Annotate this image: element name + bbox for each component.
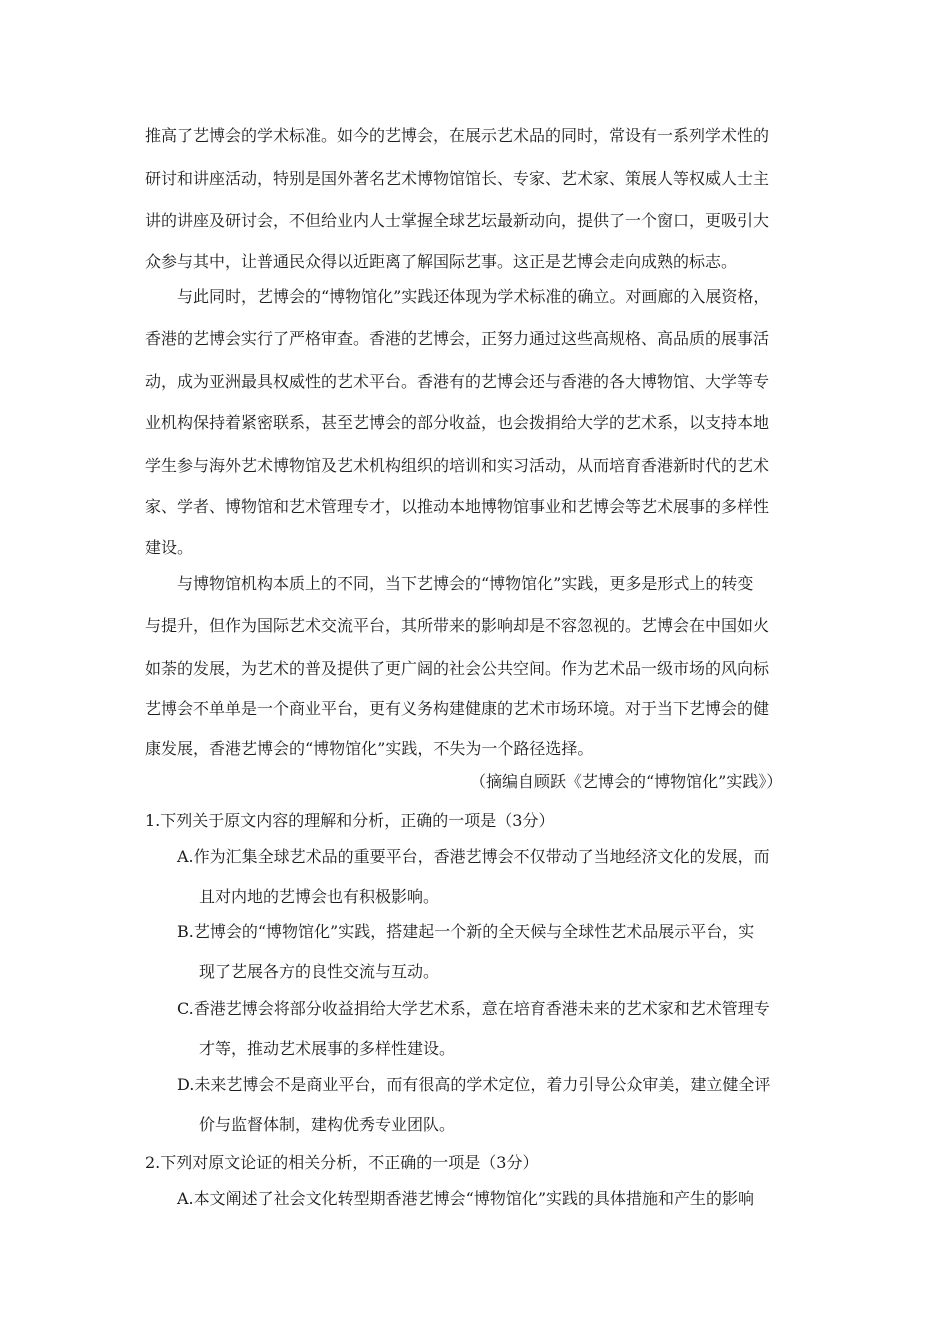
paragraph-line: 建设。 xyxy=(145,538,194,557)
paragraph-line: 与博物馆机构本质上的不同，当下艺博会的“博物馆化”实践，更多是形式上的转变 xyxy=(177,574,754,593)
paragraph-line: 众参与其中，让普通民众得以近距离了解国际艺事。这正是艺博会走向成熟的标志。 xyxy=(145,252,738,271)
paragraph-line: 家、学者、博物馆和艺术管理专才，以推动本地博物馆事业和艺博会等艺术展事的多样性 xyxy=(145,497,770,516)
paragraph-line: 业机构保持着紧密联系，甚至艺博会的部分收益，也会拨捐给大学的艺术系，以支持本地 xyxy=(145,413,770,432)
paragraph-line: 艺博会不单单是一个商业平台，更有义务构建健康的艺术市场环境。对于当下艺博会的健 xyxy=(145,699,770,718)
paragraph-line: 讲的讲座及研讨会，不但给业内人士掌握全球艺坛最新动向，提供了一个窗口，更吸引大 xyxy=(145,211,770,230)
option-a: A.作为汇集全球艺术品的重要平台，香港艺博会不仅带动了当地经济文化的发展，而 xyxy=(177,847,770,866)
option-a: A.本文阐述了社会文化转型期香港艺博会“博物馆化”实践的具体措施和产生的影响 xyxy=(177,1189,755,1208)
option-d-continued: 价与监督体制，建构优秀专业团队。 xyxy=(199,1115,456,1134)
question-stem: 1.下列关于原文内容的理解和分析，正确的一项是（3分） xyxy=(145,811,555,830)
question-stem: 2.下列对原文论证的相关分析，不正确的一项是（3分） xyxy=(145,1153,539,1172)
option-a-continued: 且对内地的艺博会也有积极影响。 xyxy=(199,887,440,906)
paragraph-line: 学生参与海外艺术博物馆及艺术机构组织的培训和实习活动，从而培育香港新时代的艺术 xyxy=(145,456,770,475)
paragraph-line: 如荼的发展，为艺术的普及提供了更广阔的社会公共空间。作为艺术品一级市场的风向标 xyxy=(145,659,770,678)
paragraph-line: 动，成为亚洲最具权威性的艺术平台。香港有的艺博会还与香港的各大博物馆、大学等专 xyxy=(145,372,770,391)
paragraph-line: 研讨和讲座活动，特别是国外著名艺术博物馆馆长、专家、艺术家、策展人等权威人士主 xyxy=(145,169,770,188)
option-d: D.未来艺博会不是商业平台，而有很高的学术定位，着力引导公众审美，建立健全评 xyxy=(177,1075,771,1094)
option-c-continued: 才等，推动艺术展事的多样性建设。 xyxy=(199,1039,456,1058)
option-c: C.香港艺博会将部分收益捐给大学艺术系，意在培育香港未来的艺术家和艺术管理专 xyxy=(177,999,770,1018)
source-citation: （摘编自顾跃《艺博会的“博物馆化”实践》） xyxy=(470,772,783,791)
paragraph-line: 香港的艺博会实行了严格审查。香港的艺博会，正努力通过这些高规格、高品质的展事活 xyxy=(145,329,770,348)
option-b: B.艺博会的“博物馆化”实践，搭建起一个新的全天候与全球性艺术品展示平台，实 xyxy=(177,922,755,941)
paragraph-line: 与此同时，艺博会的“博物馆化”实践还体现为学术标准的确立。对画廊的入展资格， xyxy=(177,287,770,306)
paragraph-line: 与提升，但作为国际艺术交流平台，其所带来的影响却是不容忽视的。艺博会在中国如火 xyxy=(145,616,770,635)
option-b-continued: 现了艺展各方的良性交流与互动。 xyxy=(199,962,440,981)
paragraph-line: 推高了艺博会的学术标准。如今的艺博会，在展示艺术品的同时，常设有一系列学术性的 xyxy=(145,126,770,145)
paragraph-line: 康发展，香港艺博会的“博物馆化”实践，不失为一个路径选择。 xyxy=(145,739,594,758)
